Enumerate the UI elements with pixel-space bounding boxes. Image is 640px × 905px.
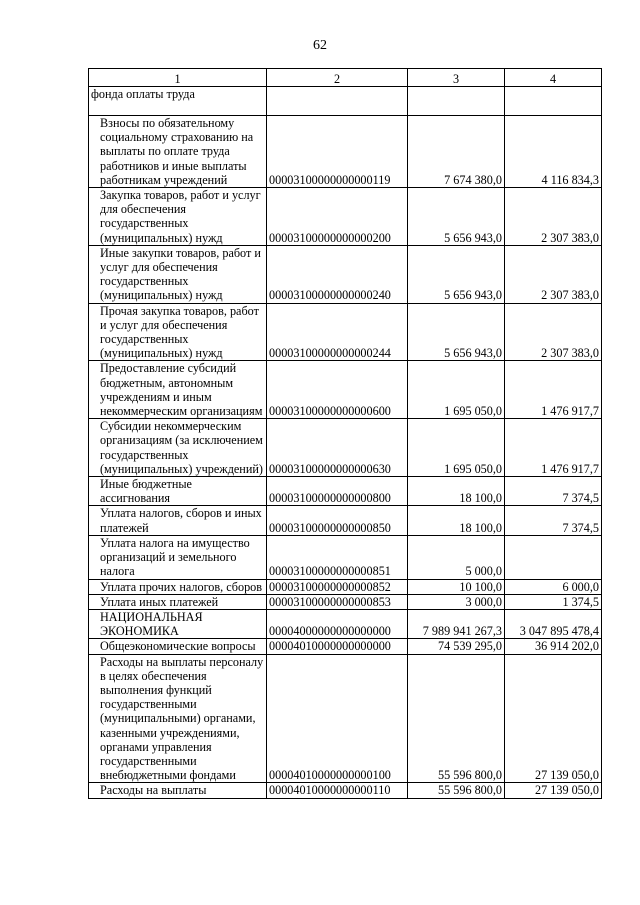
row-code: 00004000000000000000 (267, 609, 408, 638)
row-value-actual: 1 476 917,7 (505, 419, 602, 477)
row-name: Уплата иных платежей (89, 594, 267, 609)
row-code: 00004010000000000000 (267, 639, 408, 654)
row-value-plan: 5 656 943,0 (408, 188, 505, 246)
row-value-plan: 3 000,0 (408, 594, 505, 609)
row-value-actual: 27 139 050,0 (505, 783, 602, 798)
row-value-plan: 5 656 943,0 (408, 245, 505, 303)
row-code: 00003100000000000244 (267, 303, 408, 361)
row-value-actual (505, 535, 602, 579)
table-row (89, 87, 602, 116)
row-value-actual: 7 374,5 (505, 506, 602, 535)
row-code: 00003100000000000200 (267, 188, 408, 246)
row-code: 00004010000000000100 (267, 654, 408, 783)
header-col-3: 3 (408, 69, 505, 87)
row-name: Расходы на выплаты (89, 783, 267, 798)
table-row (89, 535, 602, 579)
row-name: Уплата прочих налогов, сборов (89, 579, 267, 594)
row-value-actual: 7 374,5 (505, 477, 602, 506)
row-value-plan: 55 596 800,0 (408, 783, 505, 798)
row-name: Субсидии некоммерческим организациям (за исключением государственных (муниципальных) учреждений) (89, 419, 267, 477)
row-value-actual: 27 139 050,0 (505, 654, 602, 783)
table-row (89, 609, 602, 638)
row-value-plan: 7 989 941 267,3 (408, 609, 505, 638)
row-name: Иные бюджетные ассигнования (89, 477, 267, 506)
row-code: 00003100000000000119 (267, 116, 408, 188)
table-row (89, 245, 602, 303)
row-value-plan: 10 100,0 (408, 579, 505, 594)
header-row (89, 69, 602, 87)
row-code: 00003100000000000630 (267, 419, 408, 477)
row-code: 00003100000000000851 (267, 535, 408, 579)
row-value-plan: 18 100,0 (408, 477, 505, 506)
row-name: Прочая закупка товаров, работ и услуг для обеспечения государственных (муниципальных) нужд (89, 303, 267, 361)
row-name: Взносы по обязательному социальному страхованию на выплаты по оплате труда работников и иные выплаты работникам учреждений (89, 116, 267, 188)
row-value-plan: 55 596 800,0 (408, 654, 505, 783)
table-row (89, 419, 602, 477)
row-value-plan: 1 695 050,0 (408, 361, 505, 419)
table-row (89, 594, 602, 609)
header-col-2: 2 (267, 69, 408, 87)
table-row (89, 783, 602, 798)
page-number: 62 (313, 38, 327, 53)
row-name: Иные закупки товаров, работ и услуг для обеспечения государственных (муниципальных) нужд (89, 245, 267, 303)
row-name: Уплата налогов, сборов и иных платежей (89, 506, 267, 535)
table-row (89, 477, 602, 506)
table-row (89, 361, 602, 419)
row-name: фонда оплаты труда (89, 87, 267, 116)
row-name: Закупка товаров, работ и услуг для обеспечения государственных (муниципальных) нужд (89, 188, 267, 246)
row-name: Расходы на выплаты персоналу в целях обеспечения выполнения функций государственными (муниципальными) органами, казенными учреждениями, органами управления государственными внебюджетными фондами (89, 654, 267, 783)
row-name: Общеэкономические вопросы (89, 639, 267, 654)
row-value-actual: 1 374,5 (505, 594, 602, 609)
row-value-actual: 4 116 834,3 (505, 116, 602, 188)
row-value-plan: 7 674 380,0 (408, 116, 505, 188)
table-row (89, 188, 602, 246)
row-value-actual: 2 307 383,0 (505, 245, 602, 303)
row-value-actual: 3 047 895 478,4 (505, 609, 602, 638)
row-value-plan: 5 656 943,0 (408, 303, 505, 361)
row-name: НАЦИОНАЛЬНАЯ ЭКОНОМИКА (89, 609, 267, 638)
table-row (89, 579, 602, 594)
row-value-actual: 36 914 202,0 (505, 639, 602, 654)
budget-table (88, 68, 602, 799)
row-value-actual: 2 307 383,0 (505, 188, 602, 246)
row-code: 00003100000000000600 (267, 361, 408, 419)
row-code: 00003100000000000850 (267, 506, 408, 535)
row-value-plan: 74 539 295,0 (408, 639, 505, 654)
row-code: 00003100000000000852 (267, 579, 408, 594)
table-row (89, 654, 602, 783)
row-value-actual: 2 307 383,0 (505, 303, 602, 361)
table-row (89, 116, 602, 188)
row-code: 00003100000000000240 (267, 245, 408, 303)
row-value-actual (505, 87, 602, 116)
row-value-plan: 1 695 050,0 (408, 419, 505, 477)
row-value-plan (408, 87, 505, 116)
row-name: Предоставление субсидий бюджетным, автономным учреждениям и иным некоммерческим организациям (89, 361, 267, 419)
row-code: 00004010000000000110 (267, 783, 408, 798)
row-value-actual: 6 000,0 (505, 579, 602, 594)
table-row (89, 639, 602, 654)
row-code: 00003100000000000853 (267, 594, 408, 609)
table-row (89, 506, 602, 535)
row-code (267, 87, 408, 116)
row-value-plan: 5 000,0 (408, 535, 505, 579)
row-value-plan: 18 100,0 (408, 506, 505, 535)
row-value-actual: 1 476 917,7 (505, 361, 602, 419)
table-row (89, 303, 602, 361)
row-code: 00003100000000000800 (267, 477, 408, 506)
header-col-1: 1 (89, 69, 267, 87)
row-name: Уплата налога на имущество организаций и земельного налога (89, 535, 267, 579)
header-col-4: 4 (505, 69, 602, 87)
